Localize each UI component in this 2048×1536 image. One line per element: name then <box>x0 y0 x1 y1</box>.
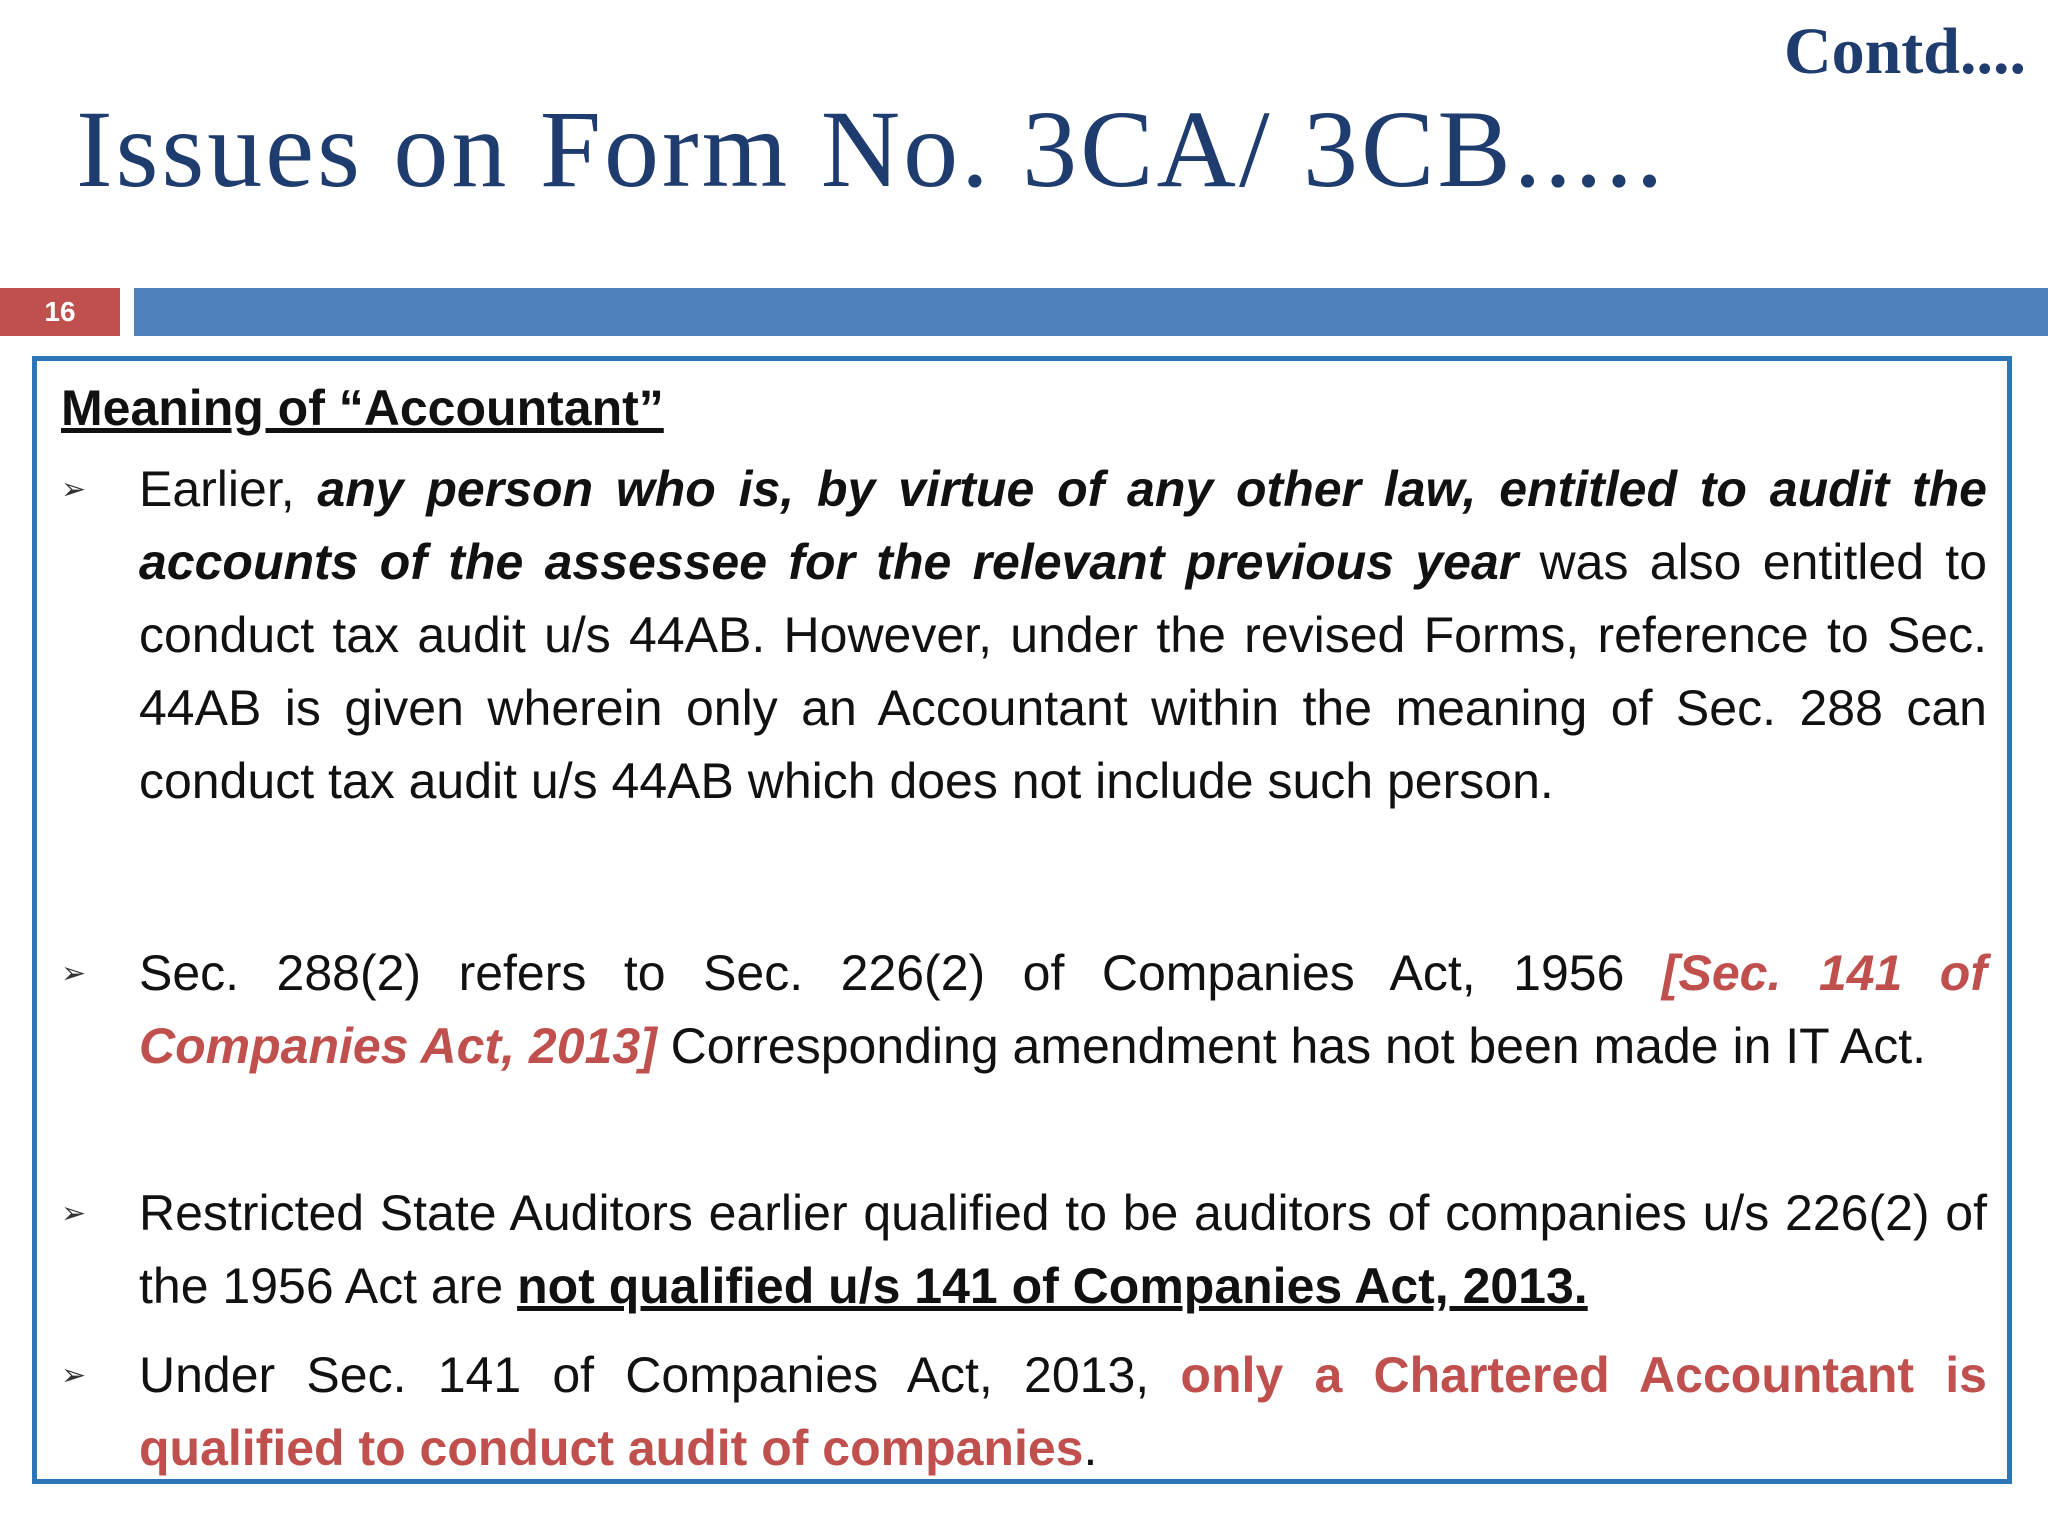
bullet-text: Restricted State Auditors earlier qualified to be auditors of companies u/s 226(2) of the 1956 Act are not qualified u/s 141 of Companies Act, 2013. <box>139 1185 1987 1314</box>
section-heading: Meaning of “Accountant” <box>61 380 664 436</box>
arrow-bullet-icon: ➢ <box>61 1359 87 1392</box>
emphasis-text: not qualified u/s 141 of Companies Act, 2013. <box>517 1258 1588 1314</box>
bullet-text: Earlier, any person who is, by virtue of any other law, entitled to audit the accounts of the assessee for the relevant previous year was also entitled to conduct tax audit u/s 44AB. However, under the revised Forms, reference to Sec. 44AB is given wherein only an Accountant within the meaning of Sec. 288 can conduct tax audit u/s 44AB which does not include such person. <box>139 461 1988 809</box>
bullet-text: Sec. 288(2) refers to Sec. 226(2) of Companies Act, 1956 [Sec. 141 of Companies Act, 2013] Corresponding amendment has not been made in IT Act. <box>139 945 1987 1074</box>
bullet-item-1 <box>61 453 1987 818</box>
header-bar <box>134 288 2048 336</box>
slide-number: 16 <box>44 296 76 327</box>
arrow-bullet-icon: ➢ <box>61 957 87 990</box>
slide-number-badge <box>0 288 120 336</box>
slide-title: Issues on Form No. 3CA/ 3CB..... <box>76 88 1667 210</box>
bullet-item-2 <box>61 937 1987 1083</box>
emphasis-text: any person who is, by virtue of any other law, entitled to audit the accounts of the assessee for the relevant previous year <box>139 461 1987 590</box>
bullet-text: Under Sec. 141 of Companies Act, 2013, only a Chartered Accountant is qualified to conduct audit of companies. <box>139 1347 1987 1476</box>
arrow-bullet-icon: ➢ <box>61 1197 87 1230</box>
highlight-text: [Sec. 141 of Companies Act, 2013] <box>139 945 1987 1074</box>
contd-label: Contd.... <box>1783 15 2026 88</box>
highlight-text: only a Chartered Accountant is qualified to conduct audit of companies <box>139 1347 1987 1476</box>
bullet-item-3 <box>61 1177 1987 1323</box>
content-box <box>32 356 2012 1484</box>
bullet-item-4 <box>61 1339 1987 1485</box>
arrow-bullet-icon: ➢ <box>61 473 87 506</box>
